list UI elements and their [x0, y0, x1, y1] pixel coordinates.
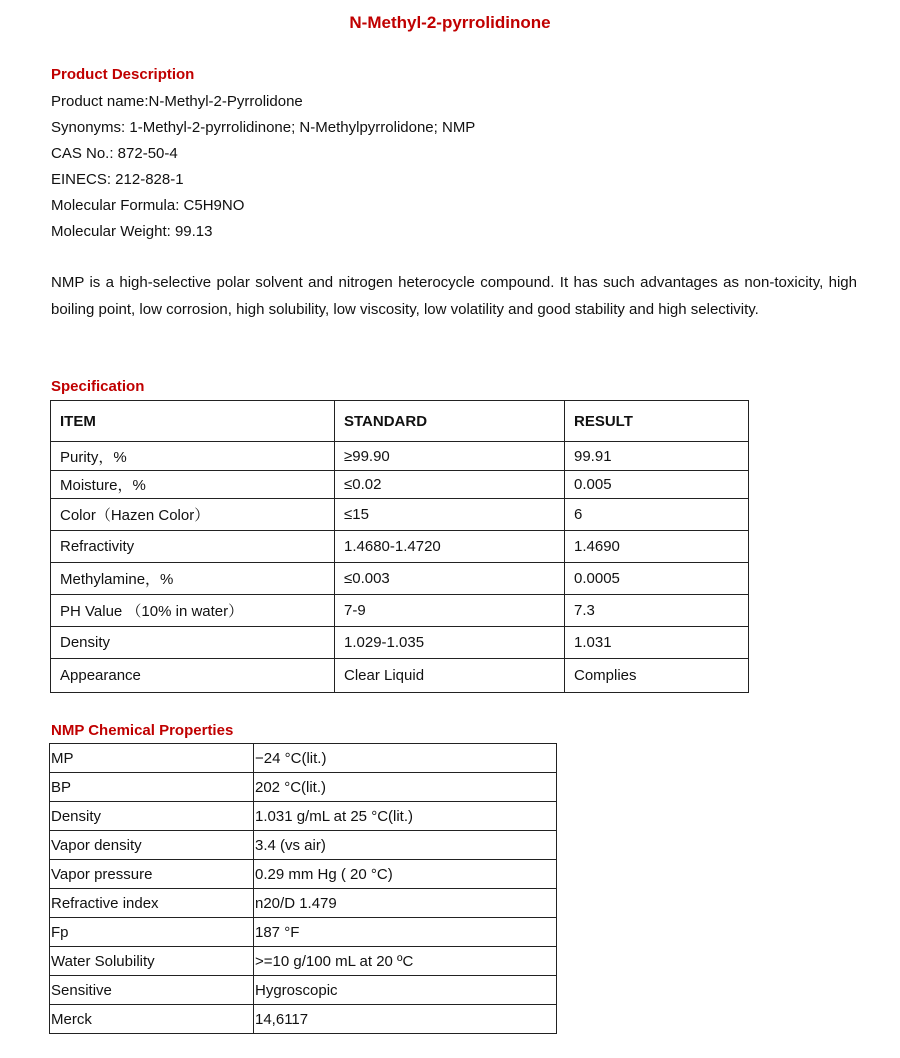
- spec-standard: ≤15: [335, 499, 565, 531]
- spec-row: [51, 442, 749, 471]
- property-row: [50, 860, 557, 889]
- chemical-properties-heading: NMP Chemical Properties: [51, 722, 234, 739]
- property-name: Density: [50, 802, 254, 831]
- spec-item: PH Value （10% in water）: [51, 595, 335, 627]
- spec-standard: 7-9: [335, 595, 565, 627]
- property-name: Water Solubility: [50, 947, 254, 976]
- spec-result: 1.031: [565, 627, 749, 659]
- spec-row: [51, 499, 749, 531]
- property-name: Merck: [50, 1005, 254, 1034]
- spec-result: 99.91: [565, 442, 749, 471]
- property-value: −24 °C(lit.): [254, 744, 557, 773]
- spec-standard: ≤0.003: [335, 563, 565, 595]
- property-value: n20/D 1.479: [254, 889, 557, 918]
- spec-item: Refractivity: [51, 531, 335, 563]
- spec-row: [51, 563, 749, 595]
- spec-item: Purity，%: [51, 442, 335, 471]
- spec-col-result: RESULT: [565, 401, 749, 442]
- spec-item: Methylamine，%: [51, 563, 335, 595]
- cas-line: CAS No.: 872-50-4: [51, 145, 178, 162]
- einecs-line: EINECS: 212-828-1: [51, 171, 184, 188]
- spec-standard: 1.4680-1.4720: [335, 531, 565, 563]
- page-title: N-Methyl-2-pyrrolidinone: [349, 13, 551, 32]
- property-name: Vapor pressure: [50, 860, 254, 889]
- property-row: [50, 773, 557, 802]
- property-row: [50, 918, 557, 947]
- property-value: >=10 g/100 mL at 20 ºC: [254, 947, 557, 976]
- spec-col-standard: STANDARD: [335, 401, 565, 442]
- molecular-formula-line: Molecular Formula: C5H9NO: [51, 197, 245, 214]
- spec-header-row: [51, 401, 749, 442]
- property-value: 202 °C(lit.): [254, 773, 557, 802]
- chemical-properties-table: [49, 743, 557, 1034]
- spec-row: [51, 595, 749, 627]
- property-row: [50, 831, 557, 860]
- property-value: 3.4 (vs air): [254, 831, 557, 860]
- spec-item: Moisture，%: [51, 471, 335, 499]
- property-row: [50, 802, 557, 831]
- description-paragraph: NMP is a high-selective polar solvent and nitrogen heterocycle compound. It has such advantages as non-toxicity, high boiling point, low corrosion, high solubility, low viscosity, low volatility and good stability and high selectivity.: [51, 274, 857, 318]
- property-value: 187 °F: [254, 918, 557, 947]
- spec-result: 6: [565, 499, 749, 531]
- spec-row: [51, 659, 749, 693]
- property-name: Fp: [50, 918, 254, 947]
- spec-item: Color（Hazen Color）: [51, 499, 335, 531]
- property-name: Refractive index: [50, 889, 254, 918]
- spec-col-item: ITEM: [51, 401, 335, 442]
- property-row: [50, 889, 557, 918]
- product-description-heading: Product Description: [51, 66, 195, 83]
- property-value: 14,6117: [254, 1005, 557, 1034]
- property-name: MP: [50, 744, 254, 773]
- spec-standard: 1.029-1.035: [335, 627, 565, 659]
- property-row: [50, 947, 557, 976]
- spec-row: [51, 471, 749, 499]
- spec-result: 0.005: [565, 471, 749, 499]
- spec-result: Complies: [565, 659, 749, 693]
- property-name: Vapor density: [50, 831, 254, 860]
- property-name: Sensitive: [50, 976, 254, 1005]
- product-description-list: [51, 89, 475, 245]
- synonyms-line: Synonyms: 1-Methyl-2-pyrrolidinone; N-Methylpyrrolidone; NMP: [51, 119, 476, 136]
- product-name-line: Product name:N-Methyl-2-Pyrrolidone: [51, 93, 303, 110]
- spec-row: [51, 627, 749, 659]
- spec-standard: ≥99.90: [335, 442, 565, 471]
- property-name: BP: [50, 773, 254, 802]
- specification-heading: Specification: [51, 378, 145, 395]
- property-value: Hygroscopic: [254, 976, 557, 1005]
- property-row: [50, 1005, 557, 1034]
- spec-result: 7.3: [565, 595, 749, 627]
- spec-result: 1.4690: [565, 531, 749, 563]
- spec-item: Density: [51, 627, 335, 659]
- molecular-weight-line: Molecular Weight: 99.13: [51, 223, 213, 240]
- property-value: 0.29 mm Hg ( 20 °C): [254, 860, 557, 889]
- spec-standard: Clear Liquid: [335, 659, 565, 693]
- property-row: [50, 976, 557, 1005]
- spec-item: Appearance: [51, 659, 335, 693]
- spec-row: [51, 531, 749, 563]
- specification-table: [50, 400, 749, 693]
- property-value: 1.031 g/mL at 25 °C(lit.): [254, 802, 557, 831]
- spec-standard: ≤0.02: [335, 471, 565, 499]
- property-row: [50, 744, 557, 773]
- spec-result: 0.0005: [565, 563, 749, 595]
